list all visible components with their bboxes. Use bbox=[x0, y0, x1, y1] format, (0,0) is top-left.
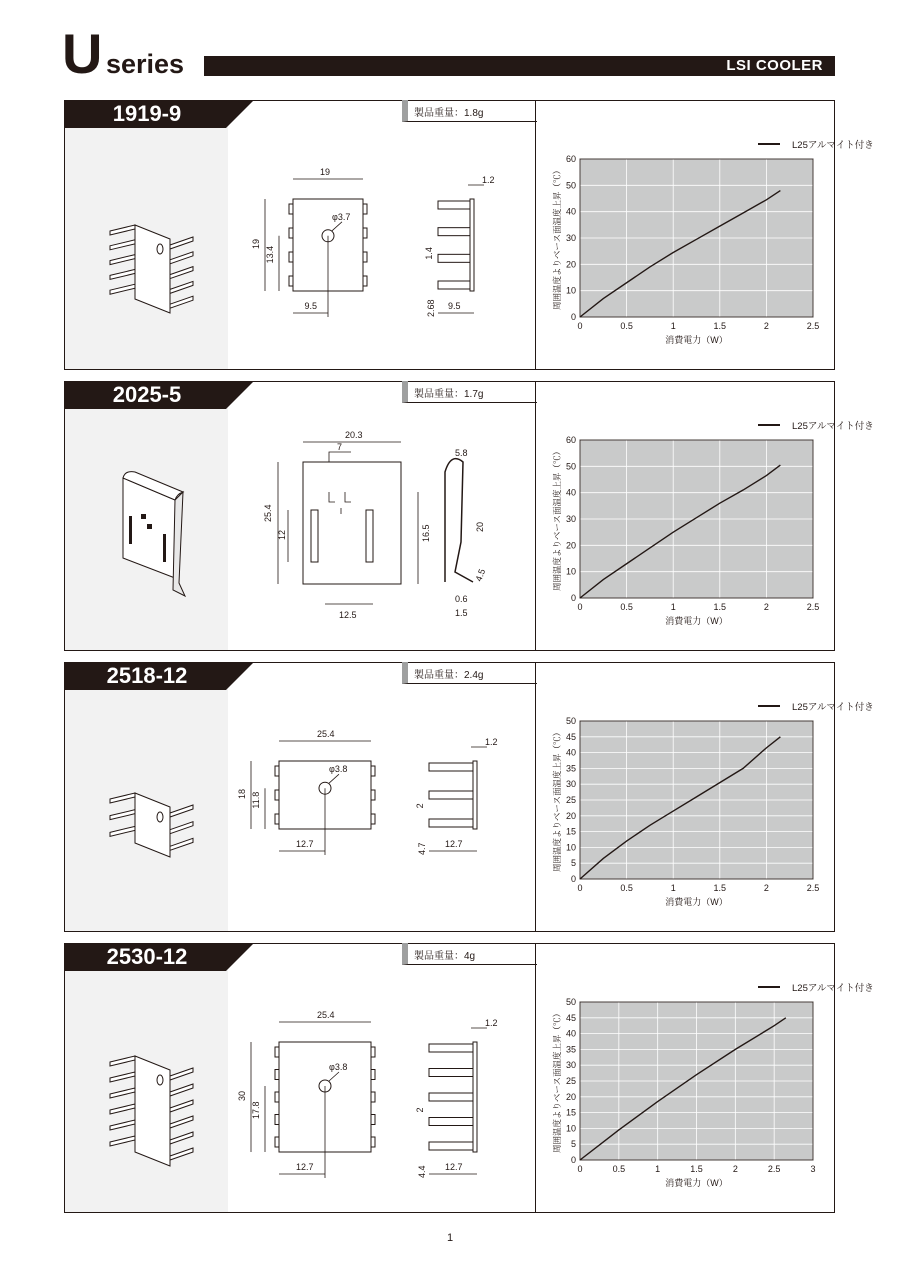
fin-notch bbox=[371, 1092, 375, 1102]
slot-right bbox=[366, 510, 373, 562]
y-tick-label: 10 bbox=[565, 842, 576, 853]
dim-height: 18 bbox=[237, 788, 247, 799]
legend-label: L25アルマイト付き bbox=[792, 421, 874, 432]
fin-right bbox=[170, 1084, 193, 1096]
y-tick-label: 10 bbox=[565, 1123, 576, 1134]
x-tick-label: 2.5 bbox=[806, 321, 820, 331]
fin-notch bbox=[371, 1070, 375, 1080]
dim-h2: 11.8 bbox=[251, 791, 261, 809]
x-tick-label: 1.5 bbox=[713, 602, 727, 612]
y-tick-label: 50 bbox=[565, 180, 576, 191]
fin-right bbox=[170, 838, 193, 850]
dim-thickness: 1.2 bbox=[485, 1018, 498, 1028]
side-fin bbox=[438, 228, 470, 236]
fin-notch bbox=[371, 790, 375, 800]
fin-notch bbox=[289, 204, 293, 214]
y-tick-label: 0 bbox=[570, 312, 576, 322]
y-tick-label: 20 bbox=[565, 540, 576, 551]
fin-left bbox=[110, 1136, 135, 1146]
y-tick-label: 15 bbox=[565, 1107, 576, 1118]
base-plate bbox=[135, 1056, 170, 1166]
y-tick-label: 5 bbox=[570, 1139, 576, 1150]
category-bar bbox=[204, 56, 835, 76]
fin-notch bbox=[371, 766, 375, 776]
dim-slot: 12 bbox=[277, 529, 287, 540]
dim-total: 1.5 bbox=[455, 608, 468, 618]
dim-width: 25.4 bbox=[317, 1010, 335, 1020]
weight-text bbox=[414, 104, 483, 119]
y-axis-label: 周囲温度よりベース面温度上昇（℃） bbox=[552, 446, 562, 592]
fin-left bbox=[110, 1104, 135, 1114]
dimension-drawing bbox=[233, 422, 523, 642]
y-tick-label: 60 bbox=[565, 435, 576, 445]
fin-notch bbox=[363, 228, 367, 238]
y-tick-label: 30 bbox=[565, 233, 576, 243]
x-tick-label: 1 bbox=[670, 602, 676, 612]
x-tick-label: 1 bbox=[670, 883, 676, 893]
weight-value: 1.8g bbox=[464, 108, 484, 119]
x-tick-label: 2.5 bbox=[806, 883, 820, 893]
x-tick-label: 2 bbox=[732, 1164, 738, 1174]
y-tick-label: 50 bbox=[565, 716, 576, 726]
dim-angle: 4.5 bbox=[473, 567, 488, 583]
x-tick-label: 1.5 bbox=[713, 321, 727, 331]
dim-height: 30 bbox=[237, 1090, 247, 1101]
product-illustration bbox=[65, 408, 228, 650]
weight-text bbox=[414, 947, 475, 962]
dim-width: 19 bbox=[320, 167, 331, 177]
side-fin bbox=[438, 201, 470, 209]
fin-notch bbox=[371, 1047, 375, 1057]
fin-right bbox=[170, 1116, 193, 1128]
brand-letter: U bbox=[62, 22, 101, 85]
fin-left bbox=[110, 793, 135, 803]
fin-left bbox=[110, 255, 135, 265]
fin-notch bbox=[363, 204, 367, 214]
y-tick-label: 10 bbox=[565, 566, 576, 577]
weight-text bbox=[414, 666, 483, 681]
y-tick-label: 45 bbox=[565, 731, 576, 742]
y-tick-label: 0 bbox=[570, 874, 576, 884]
y-tick-label: 0 bbox=[570, 593, 576, 603]
dim-thickness: 1.2 bbox=[482, 175, 495, 185]
y-tick-label: 40 bbox=[565, 747, 576, 758]
y-tick-label: 40 bbox=[565, 487, 576, 498]
y-tick-label: 50 bbox=[565, 997, 576, 1007]
side-fin bbox=[429, 1118, 473, 1126]
fin-notch bbox=[275, 1092, 279, 1102]
fin-right bbox=[170, 822, 193, 834]
fin-notch bbox=[275, 1070, 279, 1080]
product-section-2 bbox=[64, 381, 874, 651]
weight-prefix: 製品重量： bbox=[414, 951, 464, 962]
dim-clip: 20 bbox=[475, 521, 485, 532]
side-base bbox=[470, 199, 474, 291]
tab-hole bbox=[141, 514, 146, 519]
model-number: 2518-12 bbox=[106, 663, 188, 688]
y-tick-label: 30 bbox=[565, 779, 576, 790]
fin-left bbox=[110, 1088, 135, 1098]
fin-notch bbox=[371, 1115, 375, 1125]
slot-left bbox=[129, 516, 132, 544]
x-tick-label: 0.5 bbox=[612, 1164, 626, 1174]
side-base bbox=[473, 1042, 477, 1152]
product-illustration bbox=[65, 127, 228, 369]
y-tick-label: 15 bbox=[565, 826, 576, 837]
model-number: 1919-9 bbox=[112, 101, 182, 126]
fin-notch bbox=[275, 790, 279, 800]
dim-half: 12.7 bbox=[296, 839, 314, 849]
x-tick-label: 1.5 bbox=[713, 883, 727, 893]
dim-gap: 4.7 bbox=[417, 842, 427, 855]
x-tick-label: 0.5 bbox=[620, 602, 633, 612]
fin-left bbox=[110, 1072, 135, 1082]
x-tick-label: 1.5 bbox=[690, 1164, 703, 1174]
dim-hole: φ3.8 bbox=[329, 1062, 348, 1072]
y-axis-label: 周囲温度よりベース面温度上昇（℃） bbox=[552, 727, 562, 873]
fin-notch bbox=[275, 814, 279, 824]
x-tick-label: 0.5 bbox=[620, 321, 633, 331]
dimension-drawing bbox=[233, 141, 523, 361]
dim-fin: 2 bbox=[415, 803, 425, 809]
section-divider bbox=[535, 944, 536, 1212]
y-tick-label: 5 bbox=[570, 858, 576, 869]
side-fin bbox=[429, 1142, 473, 1150]
y-tick-label: 30 bbox=[565, 514, 576, 524]
fin-notch bbox=[363, 252, 367, 262]
section-divider bbox=[535, 101, 536, 369]
x-axis-label: 消費電力（W） bbox=[665, 616, 728, 626]
x-tick-label: 2 bbox=[763, 321, 769, 331]
base-plate bbox=[135, 225, 170, 313]
y-axis-label: 周囲温度よりベース面温度上昇（℃） bbox=[552, 165, 562, 311]
legend-label: L25アルマイト付き bbox=[792, 702, 874, 713]
fin-right bbox=[170, 252, 193, 264]
dim-gap: 4.4 bbox=[417, 1165, 427, 1178]
fin-right bbox=[170, 267, 193, 279]
y-tick-label: 35 bbox=[565, 763, 576, 774]
y-tick-label: 0 bbox=[570, 1155, 576, 1165]
weight-label bbox=[402, 381, 537, 403]
performance-chart bbox=[540, 131, 874, 366]
fin-left bbox=[110, 826, 135, 836]
dim-h2: 16.5 bbox=[421, 524, 431, 542]
fin-right bbox=[170, 1132, 193, 1144]
x-axis-label: 消費電力（W） bbox=[665, 897, 728, 907]
performance-chart bbox=[540, 412, 874, 647]
y-tick-label: 50 bbox=[565, 461, 576, 472]
dim-hole: φ3.8 bbox=[329, 764, 348, 775]
side-view bbox=[445, 459, 473, 582]
fin-right bbox=[170, 1148, 193, 1160]
fin-notch bbox=[275, 766, 279, 776]
dim-h2: 17.8 bbox=[251, 1101, 261, 1119]
x-tick-label: 0 bbox=[577, 321, 583, 331]
slot-right bbox=[163, 534, 166, 562]
section-divider bbox=[535, 663, 536, 931]
dimension-drawing bbox=[233, 984, 523, 1204]
slot-left bbox=[311, 510, 318, 562]
side-fin bbox=[429, 791, 473, 799]
clip-spring bbox=[173, 492, 185, 596]
y-tick-label: 20 bbox=[565, 259, 576, 270]
fin-notch bbox=[289, 276, 293, 286]
dim-hole: φ3.7 bbox=[332, 211, 351, 222]
y-tick-label: 35 bbox=[565, 1044, 576, 1055]
fin-notch bbox=[275, 1115, 279, 1125]
fin-right bbox=[170, 237, 193, 249]
model-number: 2025-5 bbox=[112, 382, 182, 407]
mount-hole bbox=[157, 244, 163, 254]
fin-left bbox=[110, 240, 135, 250]
dim-half2: 9.5 bbox=[448, 301, 461, 311]
product-section-1 bbox=[64, 100, 874, 370]
legend-label: L25アルマイト付き bbox=[792, 983, 874, 994]
x-tick-label: 0 bbox=[577, 602, 583, 612]
side-fin bbox=[429, 1069, 473, 1077]
weight-label bbox=[402, 100, 537, 122]
y-tick-label: 25 bbox=[565, 1076, 576, 1086]
fin-left bbox=[110, 1120, 135, 1130]
x-axis-label: 消費電力（W） bbox=[665, 335, 728, 345]
dim-h2: 13.4 bbox=[265, 245, 275, 264]
weight-label bbox=[402, 662, 537, 684]
tab-hole bbox=[147, 524, 152, 529]
dim-depth: 5.8 bbox=[455, 448, 468, 458]
side-fin bbox=[429, 763, 473, 771]
fin-notch bbox=[289, 252, 293, 262]
fin-left bbox=[110, 225, 135, 235]
y-tick-label: 20 bbox=[565, 810, 576, 821]
y-tick-label: 45 bbox=[565, 1012, 576, 1023]
x-tick-label: 2.5 bbox=[767, 1164, 781, 1174]
side-fin bbox=[438, 281, 470, 289]
section-divider bbox=[535, 382, 536, 650]
fin-left bbox=[110, 269, 135, 279]
performance-chart bbox=[540, 974, 874, 1209]
category-label: LSI COOLER bbox=[726, 57, 823, 74]
x-tick-label: 0 bbox=[577, 883, 583, 893]
weight-label bbox=[402, 943, 537, 965]
fin-left bbox=[110, 810, 135, 820]
fin-left bbox=[110, 284, 135, 294]
fin-notch bbox=[363, 276, 367, 286]
x-tick-label: 3 bbox=[810, 1164, 816, 1174]
brand-word: series bbox=[106, 49, 185, 79]
mount-hole bbox=[157, 1075, 163, 1085]
side-fin bbox=[429, 819, 473, 827]
fin-right bbox=[170, 805, 193, 817]
fin-notch bbox=[371, 1137, 375, 1147]
fin-notch bbox=[275, 1047, 279, 1057]
fin-right bbox=[170, 296, 193, 308]
dim-width: 20.3 bbox=[345, 430, 363, 440]
x-tick-label: 1 bbox=[670, 321, 676, 331]
weight-text bbox=[414, 385, 483, 400]
x-tick-label: 2 bbox=[763, 883, 769, 893]
product-illustration bbox=[65, 970, 228, 1212]
side-base bbox=[473, 761, 477, 829]
dim-half2: 12.7 bbox=[445, 839, 463, 849]
weight-value: 1.7g bbox=[464, 389, 484, 400]
product-photo-area bbox=[65, 970, 228, 1212]
x-tick-label: 2 bbox=[763, 602, 769, 612]
dim-half: 9.5 bbox=[304, 301, 318, 311]
x-tick-label: 2.5 bbox=[806, 602, 820, 612]
fin-right bbox=[170, 1100, 193, 1112]
y-tick-label: 10 bbox=[565, 285, 576, 296]
weight-prefix: 製品重量： bbox=[414, 108, 464, 119]
dim-width: 25.4 bbox=[317, 729, 335, 739]
dim-gap: 2.68 bbox=[426, 299, 436, 317]
dim-inner: 7 bbox=[337, 442, 343, 452]
model-number: 2530-12 bbox=[106, 944, 188, 969]
side-fin bbox=[429, 1044, 473, 1052]
performance-chart bbox=[540, 693, 874, 928]
fin-notch bbox=[289, 228, 293, 238]
dim-half: 12.7 bbox=[296, 1162, 314, 1172]
dim-half: 12.5 bbox=[339, 610, 357, 620]
fin-notch bbox=[371, 814, 375, 824]
weight-value: 2.4g bbox=[464, 670, 484, 681]
product-photo-area bbox=[65, 408, 228, 650]
product-section-4 bbox=[64, 943, 874, 1213]
x-axis-label: 消費電力（W） bbox=[665, 1178, 728, 1188]
x-tick-label: 0.5 bbox=[620, 883, 633, 893]
dim-fin: 2 bbox=[415, 1107, 425, 1113]
fin-left bbox=[110, 1056, 135, 1066]
page-number: 1 bbox=[446, 1232, 454, 1244]
dim-fin: 1.4 bbox=[424, 247, 434, 260]
fin-right bbox=[170, 281, 193, 293]
dim-height: 25.4 bbox=[263, 504, 273, 522]
base-plate bbox=[135, 793, 170, 857]
weight-value: 4g bbox=[464, 951, 476, 962]
weight-prefix: 製品重量： bbox=[414, 670, 464, 681]
y-tick-label: 40 bbox=[565, 206, 576, 217]
y-tick-label: 60 bbox=[565, 154, 576, 164]
y-axis-label: 周囲温度よりベース面温度上昇（℃） bbox=[552, 1008, 562, 1154]
fin-notch bbox=[275, 1137, 279, 1147]
dim-thickness: 0.6 bbox=[455, 594, 468, 604]
dim-thickness: 1.2 bbox=[485, 737, 498, 747]
side-fin bbox=[429, 1093, 473, 1101]
x-tick-label: 0 bbox=[577, 1164, 583, 1174]
dim-height: 19 bbox=[251, 238, 261, 249]
side-fin bbox=[438, 254, 470, 262]
y-tick-label: 25 bbox=[565, 795, 576, 805]
fin-right bbox=[170, 1068, 193, 1080]
dim-half2: 12.7 bbox=[445, 1162, 463, 1172]
dimension-drawing bbox=[233, 703, 523, 923]
product-photo-area bbox=[65, 689, 228, 931]
x-tick-label: 1 bbox=[655, 1164, 661, 1174]
y-tick-label: 20 bbox=[565, 1091, 576, 1102]
mount-hole bbox=[157, 812, 163, 822]
legend-label: L25アルマイト付き bbox=[792, 140, 874, 151]
product-section-3 bbox=[64, 662, 874, 932]
y-tick-label: 30 bbox=[565, 1060, 576, 1071]
product-illustration bbox=[65, 689, 228, 931]
product-photo-area bbox=[65, 127, 228, 369]
weight-prefix: 製品重量： bbox=[414, 389, 464, 400]
y-tick-label: 40 bbox=[565, 1028, 576, 1039]
